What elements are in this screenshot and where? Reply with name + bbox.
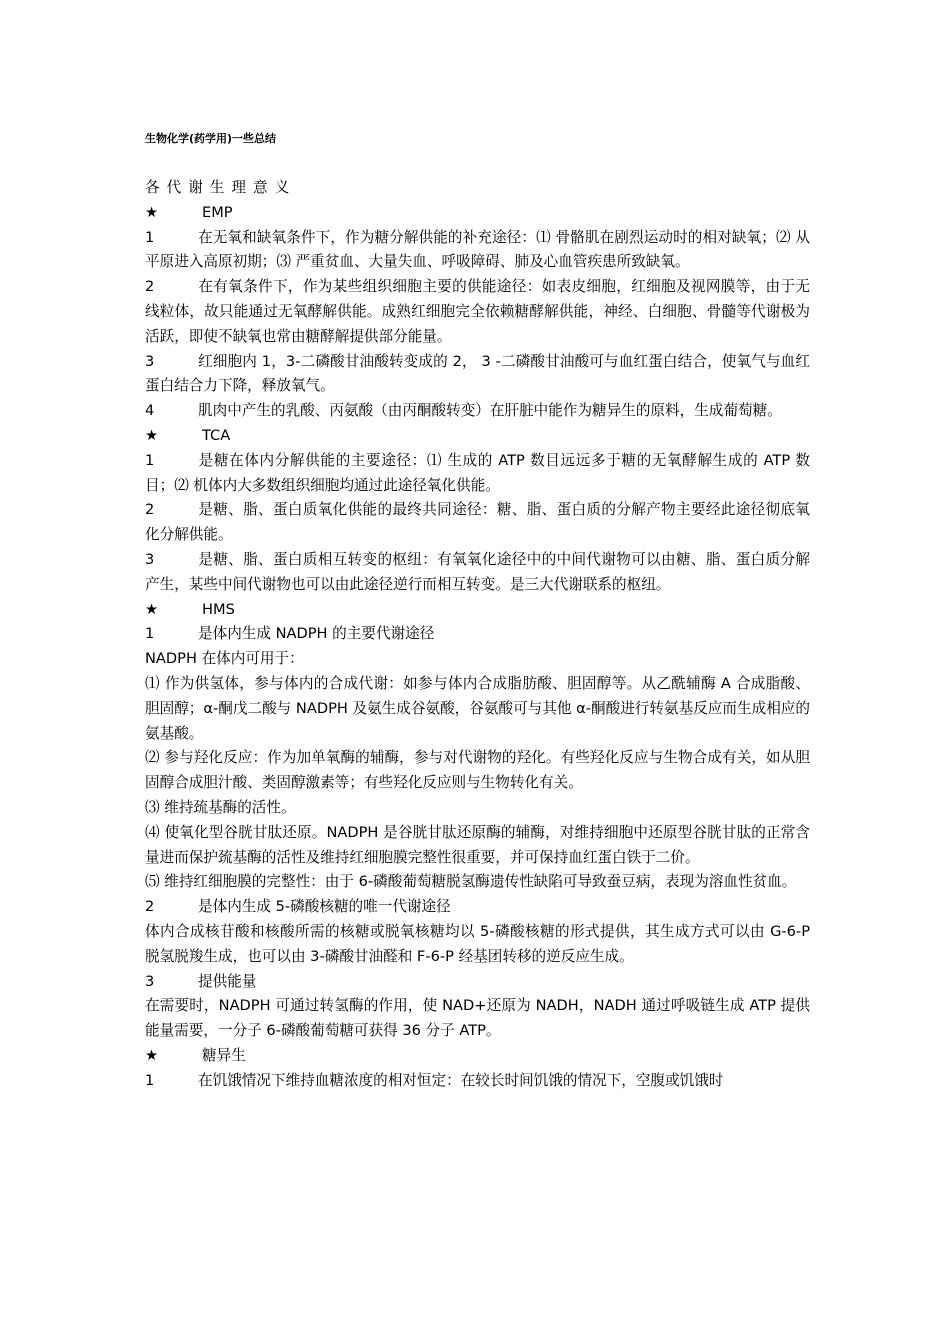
emp-item-1: 1 在无氧和缺氧条件下，作为糖分解供能的补充途径：⑴ 骨骼肌在剧烈运动时的相对缺氧；⑵ 从平原进入高原初期；⑶ 严重贫血、大量失血、呼吸障碍、肺及心血管疾患所致缺氧。 — [145, 228, 810, 271]
star-icon: ★ — [145, 426, 159, 444]
hms-item-2-detail: 体内合成核苷酸和核酸所需的核糖或脱氧核糖均以 5-磷酸核糖的形式提供，其生成方式可以由 G-6-P 脱氢脱羧生成，也可以由 3-磷酸甘油醛和 F-6-P 经基团转移的逆反应生成。 — [145, 922, 810, 965]
hms-item-3-detail: 在需要时，NADPH 可通过转氢酶的作用，使 NAD+还原为 NADH，NADH 通过呼吸链生成 ATP 提供能量需要，一分子 6-磷酸葡萄糖可获得 36 分子 ATP。 — [145, 997, 810, 1040]
tca-heading — [145, 424, 810, 449]
gluconeogenesis-heading — [145, 1044, 810, 1069]
tca-label: TCA — [202, 426, 231, 444]
document-title: 生物化学(药学用)一些总结 — [145, 132, 277, 145]
gluconeogenesis-label: 糖异生 — [202, 1046, 246, 1064]
hms-label: HMS — [202, 600, 235, 618]
tca-item-2: 2 是糖、脂、蛋白质氧化供能的最终共同途径：糖、脂、蛋白质的分解产物主要经此途径彻底氧化分解供能。 — [145, 501, 810, 544]
emp-item-2: 2 在有氧条件下，作为某些组织细胞主要的供能途径：如表皮细胞，红细胞及视网膜等，由于无线粒体，故只能通过无氧酵解供能。成熟红细胞完全依赖糖酵解供能，神经、白细胞、骨髓等代谢极为活跃，即使不缺氧也常由糖酵解提供部分能量。 — [145, 278, 810, 345]
emp-item-3: 3 红细胞内 1，3-二磷酸甘油酸转变成的 2， 3 -二磷酸甘油酸可与血红蛋白结合，使氧气与血红蛋白结合力下降，释放氧气。 — [145, 352, 810, 395]
emp-heading — [145, 201, 810, 226]
tca-item-3: 3 是糖、脂、蛋白质相互转变的枢纽：有氧氧化途径中的中间代谢物可以由糖、脂、蛋白质分解产生，某些中间代谢物也可以由此途径逆行而相互转变。是三大代谢联系的枢纽。 — [145, 550, 810, 593]
gluconeogenesis-item-1: 1 在饥饿情况下维持血糖浓度的相对恒定：在较长时间饥饿的情况下，空腹或饥饿时 — [145, 1071, 724, 1089]
hms-item-3: 3 提供能量 — [145, 972, 257, 990]
hms-item-1: 1 是体内生成 NADPH 的主要代谢途径 — [145, 625, 435, 643]
nadph-use-5: ⑸ 维持红细胞膜的完整性：由于 6-磷酸葡萄糖脱氢酶遗传性缺陷可导致蚕豆病，表现为溶血性贫血。 — [145, 873, 797, 891]
nadph-intro: NADPH 在体内可用于： — [145, 650, 304, 668]
nadph-use-4: ⑷ 使氧化型谷胱甘肽还原。NADPH 是谷胱甘肽还原酶的辅酶，对维持细胞中还原型谷胱甘肽的正常含量进而保护巯基酶的活性及维持红细胞膜完整性很重要，并可保持血红蛋白铁于二价。 — [145, 823, 810, 866]
nadph-use-1: ⑴ 作为供氢体，参与体内的合成代谢：如参与体内合成脂肪酸、胆固醇等。从乙酰辅酶 A 合成脂酸、胆固醇；α-酮戊二酸与 NADPH 及氨生成谷氨酸，谷氨酸可与其他 α-酮酸进行转氨基反应而生成相应的氨基酸。 — [145, 674, 810, 742]
nadph-use-2: ⑵ 参与羟化反应：作为加单氧酶的辅酶，参与对代谢物的羟化。有些羟化反应与生物合成有关，如从胆固醇合成胆汁酸、类固醇激素等；有些羟化反应则与生物转化有关。 — [145, 749, 810, 792]
hms-item-2: 2 是体内生成 5-磷酸核糖的唯一代谢途径 — [145, 898, 451, 916]
document-body — [145, 176, 810, 1093]
star-icon: ★ — [145, 203, 159, 221]
emp-item-4: 4 肌肉中产生的乳酸、丙氨酸（由丙酮酸转变）在肝脏中能作为糖异生的原料，生成葡萄糖。 — [145, 402, 782, 420]
star-icon: ★ — [145, 1046, 159, 1064]
tca-item-1: 1 是糖在体内分解供能的主要途径：⑴ 生成的 ATP 数目远远多于糖的无氧酵解生成的 ATP 数目；⑵ 机体内大多数组织细胞均通过此途径氧化供能。 — [145, 451, 810, 494]
emp-label: EMP — [202, 203, 233, 221]
hms-heading — [145, 598, 810, 623]
star-icon: ★ — [145, 600, 159, 618]
nadph-use-3: ⑶ 维持巯基酶的活性。 — [145, 798, 296, 816]
section-heading: 各代谢生理意义 — [145, 179, 297, 196]
